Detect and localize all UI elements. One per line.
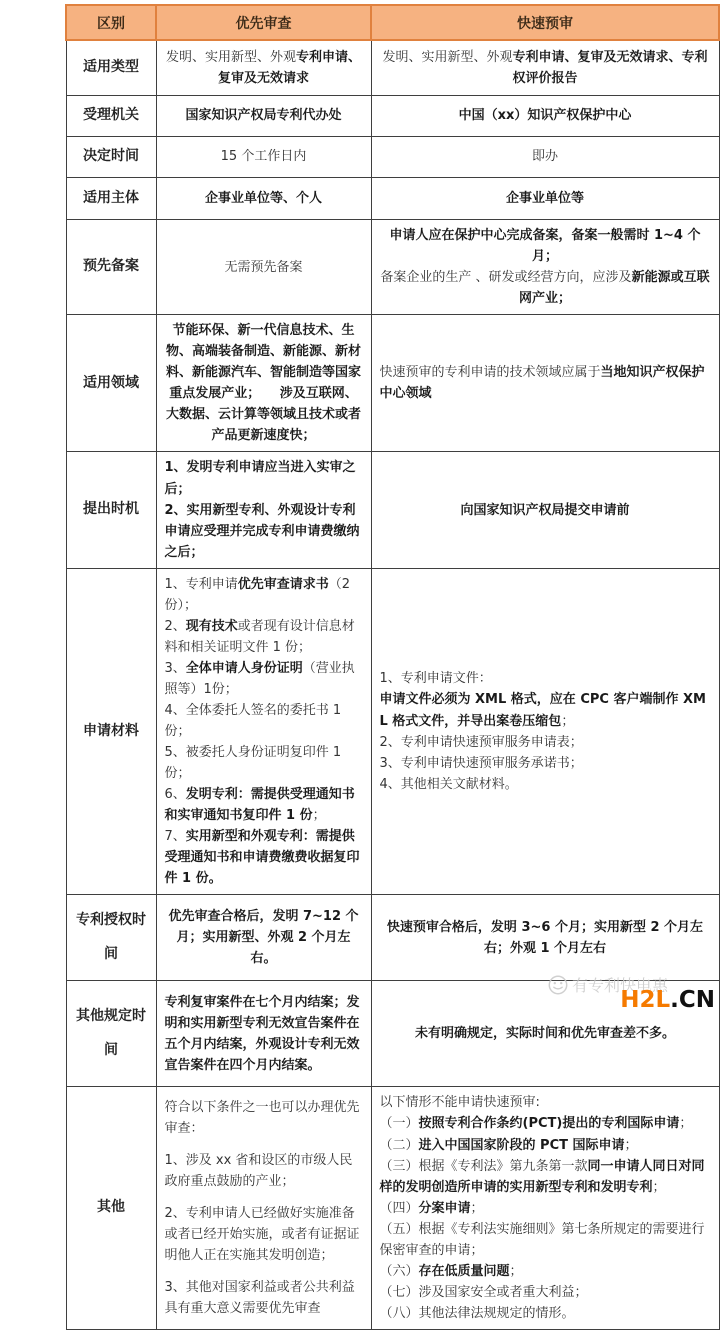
cell-fast-preexam: 未有明确规定，实际时间和优先审查差不多。 — [371, 981, 719, 1087]
cell-fast-preexam: 1、专利申请文件： 申请文件必须为 XML 格式，应在 CPC 客户端制作 XML 格式文件，并导出案卷压缩包； 2、专利申请快速预审服务申请表； 3、专利申请快速预审服务承诺书； 4、其他相关文献材料。 — [371, 568, 719, 895]
table-header — [66, 5, 719, 40]
cell-priority-exam: 专利复审案件在七个月内结案；发明和实用新型专利无效宣告案件在五个月内结案，外观设计专利无效宣告案件在四个月内结案。 — [156, 981, 371, 1087]
cell-priority-exam: 节能环保、新一代信息技术、生物、高端装备制造、新能源、新材料、新能源汽车、智能制造等国家重点发展产业； 涉及互联网、大数据、云计算等领域且技术或者产品更新速度快； — [156, 315, 371, 452]
table-row — [66, 40, 719, 96]
cell-fast-preexam: 中国（xx）知识产权保护中心 — [371, 96, 719, 137]
header-cell-fast-preexam: 快速预审 — [371, 5, 719, 40]
row-label: 提出时机 — [66, 452, 156, 568]
row-label: 决定时间 — [66, 137, 156, 178]
table-row — [66, 895, 719, 981]
cell-fast-preexam: 以下情形不能申请快速预审: （一）按照专利合作条约(PCT)提出的专利国际申请； （二）进入中国国家阶段的 PCT 国际申请； （三）根据《专利法》第九条第一款同一申请人同日对同样的发明创造所申请的实用新型专利和发明专利； （四）分案申请； （五）根据《专利法实施细则》第七条所规定的需要进行保密审查的申请； （六）存在低质量问题； （七）涉及国家安全或者重大利益； （八）其他法律法规规定的情形。 — [371, 1087, 719, 1330]
cell-priority-exam: 15 个工作日内 — [156, 137, 371, 178]
header-row — [66, 5, 719, 40]
cell-priority-exam: 符合以下条件之一也可以办理优先审查： 1、涉及 xx 省和设区的市级人民政府重点鼓励的产业； 2、专利申请人已经做好实施准备或者已经开始实施，或者有证据证明他人正在实施其发明创造； 3、其他对国家利益或者公共利益具有重大意义需要优先审查 — [156, 1087, 371, 1330]
header-cell-priority-exam: 优先审查 — [156, 5, 371, 40]
watermark-logo-cn: .CN — [670, 987, 715, 1013]
table-row — [66, 1087, 719, 1330]
table-row — [66, 96, 719, 137]
table-row — [66, 568, 719, 895]
cell-fast-preexam: 发明、实用新型、外观专利申请、复审及无效请求、专利权评价报告 — [371, 40, 719, 96]
row-label: 适用领域 — [66, 315, 156, 452]
cell-priority-exam: 优先审查合格后，发明 7~12 个月；实用新型、外观 2 个月左右。 — [156, 895, 371, 981]
comparison-table — [65, 4, 718, 1330]
smiley-icon — [547, 974, 569, 996]
table-row — [66, 452, 719, 568]
cell-fast-preexam: 即办 — [371, 137, 719, 178]
watermark-text: 有专利快电惠 — [572, 976, 669, 995]
row-label: 受理机关 — [66, 96, 156, 137]
row-label: 其他规定时间 — [66, 981, 156, 1087]
table-body — [66, 40, 719, 1329]
row-label: 申请材料 — [66, 568, 156, 895]
cell-fast-preexam: 申请人应在保护中心完成备案，备案一般需时 1~4 个月； 备案企业的生产 、研发或经营方向，应涉及新能源或互联网产业； — [371, 220, 719, 315]
cell-fast-preexam: 向国家知识产权局提交申请前 — [371, 452, 719, 568]
cell-fast-preexam: 快速预审的专利申请的技术领域应属于当地知识产权保护中心领域 — [371, 315, 719, 452]
cell-fast-preexam: 快速预审合格后，发明 3~6 个月；实用新型 2 个月左右；外观 1 个月左右 — [371, 895, 719, 981]
table-row — [66, 137, 719, 178]
watermark — [547, 973, 717, 1013]
row-label: 其他 — [66, 1087, 156, 1330]
cell-priority-exam: 无需预先备案 — [156, 220, 371, 315]
row-label: 适用类型 — [66, 40, 156, 96]
header-cell-difference: 区别 — [66, 5, 156, 40]
watermark-logo-h2l: H2L — [620, 987, 671, 1013]
row-label: 适用主体 — [66, 178, 156, 220]
table-row — [66, 220, 719, 315]
table-row — [66, 315, 719, 452]
cell-priority-exam: 国家知识产权局专利代办处 — [156, 96, 371, 137]
cell-priority-exam: 企事业单位等、个人 — [156, 178, 371, 220]
row-label: 预先备案 — [66, 220, 156, 315]
cell-priority-exam: 1、发明专利申请应当进入实审之后； 2、实用新型专利、外观设计专利申请应受理并完成专利申请费缴纳之后； — [156, 452, 371, 568]
cell-fast-preexam: 企事业单位等 — [371, 178, 719, 220]
table-row — [66, 178, 719, 220]
watermark-logo — [620, 987, 715, 1013]
cell-priority-exam: 1、专利申请优先审查请求书（2 份）； 2、现有技术或者现有设计信息材料和相关证明文件 1 份； 3、全体申请人身份证明（营业执照等）1份； 4、全体委托人签名的委托书 1 份； 5、被委托人身份证明复印件 1 份； 6、发明专利：需提供受理通知书和实审通知书复印件 1 份； 7、实用新型和外观专利：需提供受理通知书和申请费缴费收据复印件 1 份。 — [156, 568, 371, 895]
row-label: 专利授权时间 — [66, 895, 156, 981]
cell-priority-exam: 发明、实用新型、外观专利申请、复审及无效请求 — [156, 40, 371, 96]
